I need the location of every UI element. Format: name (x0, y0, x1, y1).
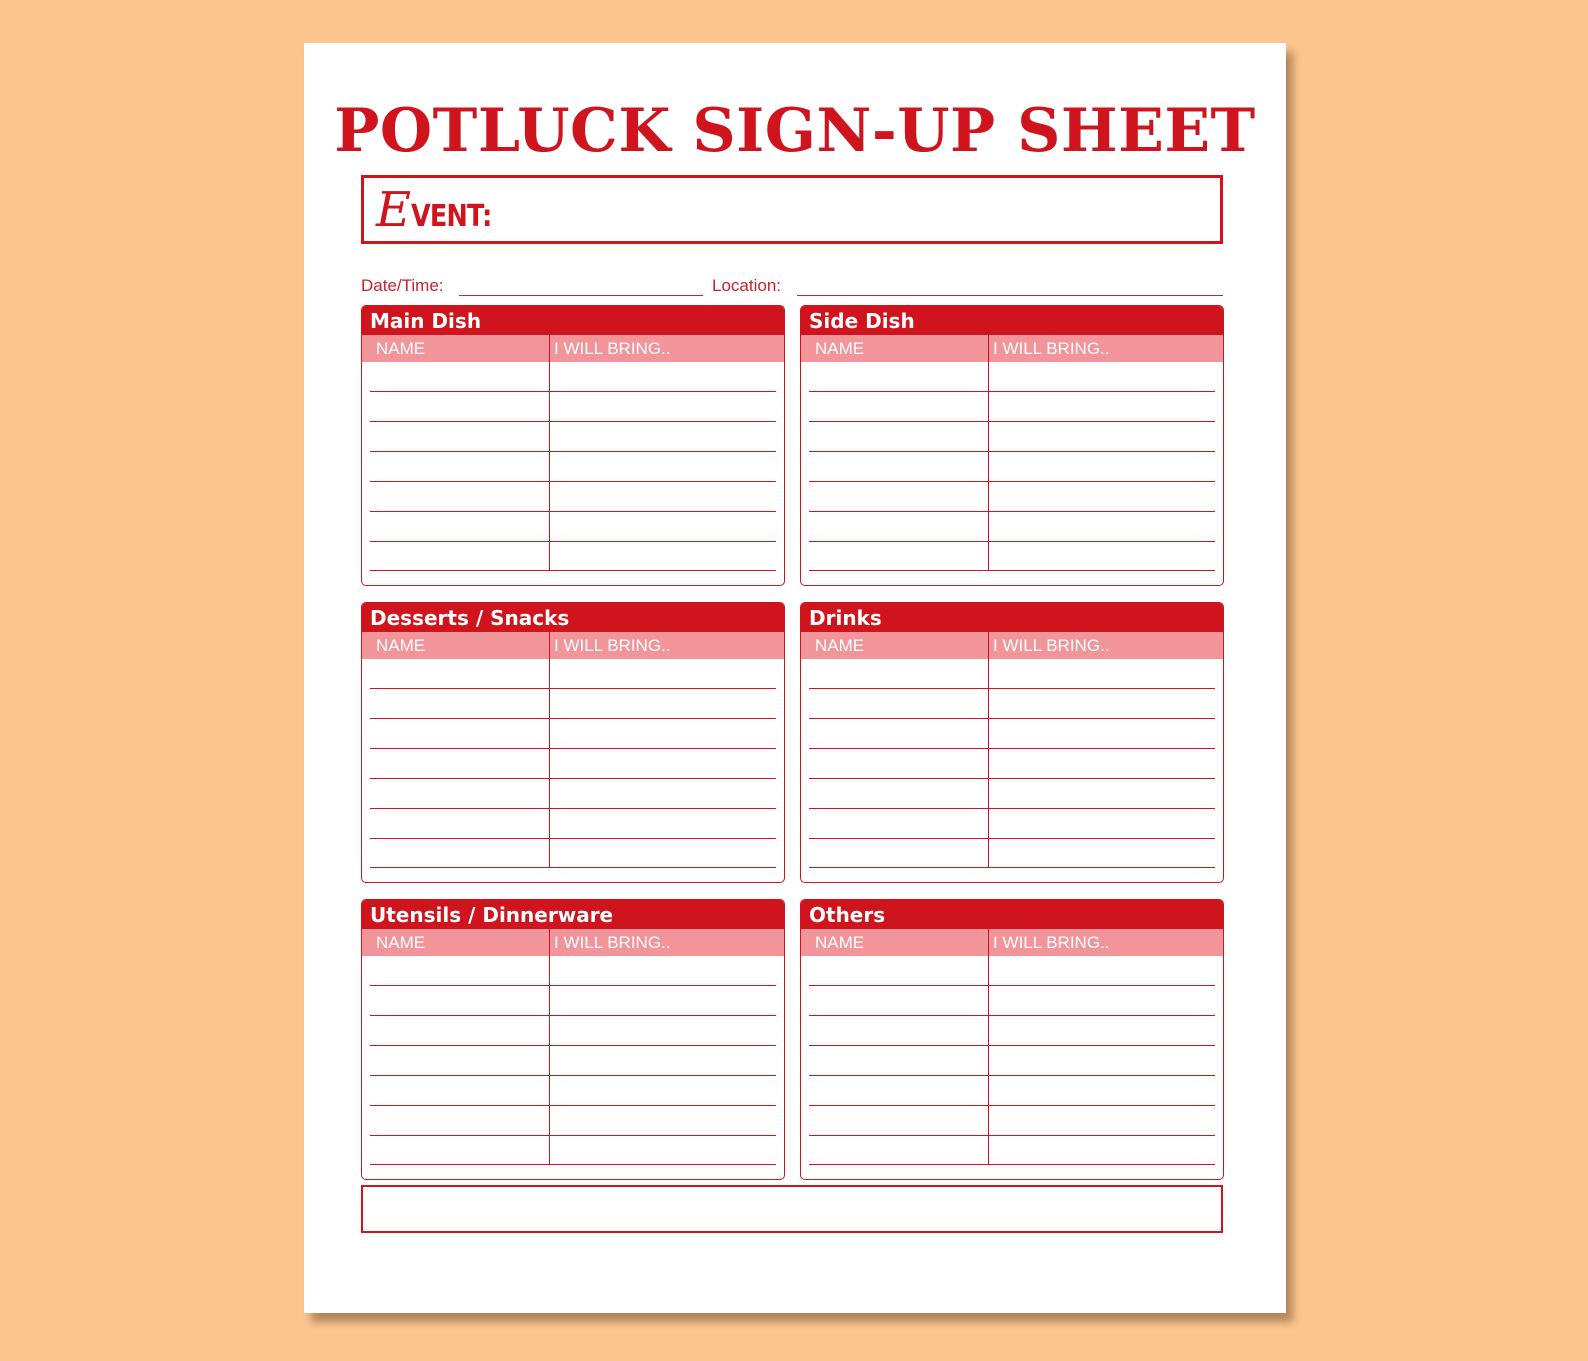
row-line[interactable] (370, 748, 776, 749)
row-line[interactable] (809, 541, 1215, 542)
row-line[interactable] (370, 688, 776, 689)
section-title: Drinks (809, 606, 882, 630)
row-line[interactable] (370, 511, 776, 512)
column-divider (988, 335, 989, 570)
section-title: Side Dish (809, 309, 915, 333)
column-bring-label: I WILL BRING.. (993, 933, 1110, 952)
page-title: POTLUCK SIGN-UP SHEET (334, 96, 1256, 166)
row-line[interactable] (370, 718, 776, 719)
row-line[interactable] (370, 391, 776, 392)
row-line[interactable] (809, 718, 1215, 719)
section-title: Main Dish (370, 309, 482, 333)
row-line[interactable] (370, 1135, 776, 1136)
column-divider (549, 632, 550, 867)
row-line[interactable] (370, 985, 776, 986)
section-others (800, 899, 1224, 1180)
section-header (801, 900, 1223, 929)
row-line[interactable] (809, 570, 1215, 571)
event-field[interactable] (361, 175, 1223, 244)
column-divider (549, 335, 550, 570)
row-line[interactable] (809, 1135, 1215, 1136)
column-bring-label: I WILL BRING.. (554, 339, 671, 358)
row-line[interactable] (809, 451, 1215, 452)
column-divider (988, 929, 989, 1164)
row-line[interactable] (809, 1015, 1215, 1016)
row-line[interactable] (809, 1105, 1215, 1106)
row-line[interactable] (809, 1164, 1215, 1165)
row-line[interactable] (370, 867, 776, 868)
section-drinks (800, 602, 1224, 883)
column-name-label: NAME (376, 339, 426, 358)
date-time-field[interactable] (459, 295, 703, 296)
row-line[interactable] (370, 481, 776, 482)
column-bring-label: I WILL BRING.. (993, 636, 1110, 655)
row-line[interactable] (809, 1045, 1215, 1046)
section-desserts-snacks (361, 602, 785, 883)
row-line[interactable] (809, 688, 1215, 689)
row-line[interactable] (370, 451, 776, 452)
row-line[interactable] (370, 570, 776, 571)
row-line[interactable] (370, 1045, 776, 1046)
row-line[interactable] (370, 1075, 776, 1076)
column-bring-label: I WILL BRING.. (554, 933, 671, 952)
column-header-row (801, 929, 1223, 956)
event-info-row (361, 274, 1223, 298)
column-name-label: NAME (815, 933, 865, 952)
event-label (376, 182, 506, 245)
row-line[interactable] (370, 421, 776, 422)
row-line[interactable] (809, 838, 1215, 839)
section-title: Others (809, 903, 886, 927)
section-utensils-dinnerware (361, 899, 785, 1180)
section-header (362, 603, 784, 632)
section-header (362, 306, 784, 335)
column-bring-label: I WILL BRING.. (993, 339, 1110, 358)
column-header-row (801, 632, 1223, 659)
column-name-label: NAME (376, 933, 426, 952)
column-header-row (362, 335, 784, 362)
column-name-label: NAME (815, 636, 865, 655)
column-header-row (362, 929, 784, 956)
section-side-dish (800, 305, 1224, 586)
row-line[interactable] (370, 838, 776, 839)
section-header (801, 603, 1223, 632)
location-label: Location: (712, 276, 781, 295)
row-line[interactable] (809, 778, 1215, 779)
signup-sheet (304, 43, 1286, 1313)
row-line[interactable] (370, 1164, 776, 1165)
row-line[interactable] (370, 778, 776, 779)
row-line[interactable] (809, 867, 1215, 868)
section-main-dish (361, 305, 785, 586)
date-time-label: Date/Time: (361, 276, 444, 295)
row-line[interactable] (809, 421, 1215, 422)
event-label-rest: VENT: (411, 199, 492, 234)
event-label-initial: E (376, 182, 412, 238)
row-line[interactable] (370, 541, 776, 542)
row-line[interactable] (809, 391, 1215, 392)
column-header-row (362, 632, 784, 659)
section-header (801, 306, 1223, 335)
column-divider (988, 632, 989, 867)
section-title: Utensils / Dinnerware (370, 903, 614, 927)
row-line[interactable] (809, 808, 1215, 809)
row-line[interactable] (809, 511, 1215, 512)
location-field[interactable] (797, 295, 1223, 296)
row-line[interactable] (370, 1015, 776, 1016)
row-line[interactable] (809, 985, 1215, 986)
section-header (362, 900, 784, 929)
row-line[interactable] (809, 481, 1215, 482)
column-name-label: NAME (376, 636, 426, 655)
column-divider (549, 929, 550, 1164)
row-line[interactable] (809, 1075, 1215, 1076)
column-bring-label: I WILL BRING.. (554, 636, 671, 655)
row-line[interactable] (370, 808, 776, 809)
column-header-row (801, 335, 1223, 362)
column-name-label: NAME (815, 339, 865, 358)
section-title: Desserts / Snacks (370, 606, 570, 630)
notes-box[interactable] (361, 1185, 1223, 1233)
row-line[interactable] (809, 748, 1215, 749)
row-line[interactable] (370, 1105, 776, 1106)
